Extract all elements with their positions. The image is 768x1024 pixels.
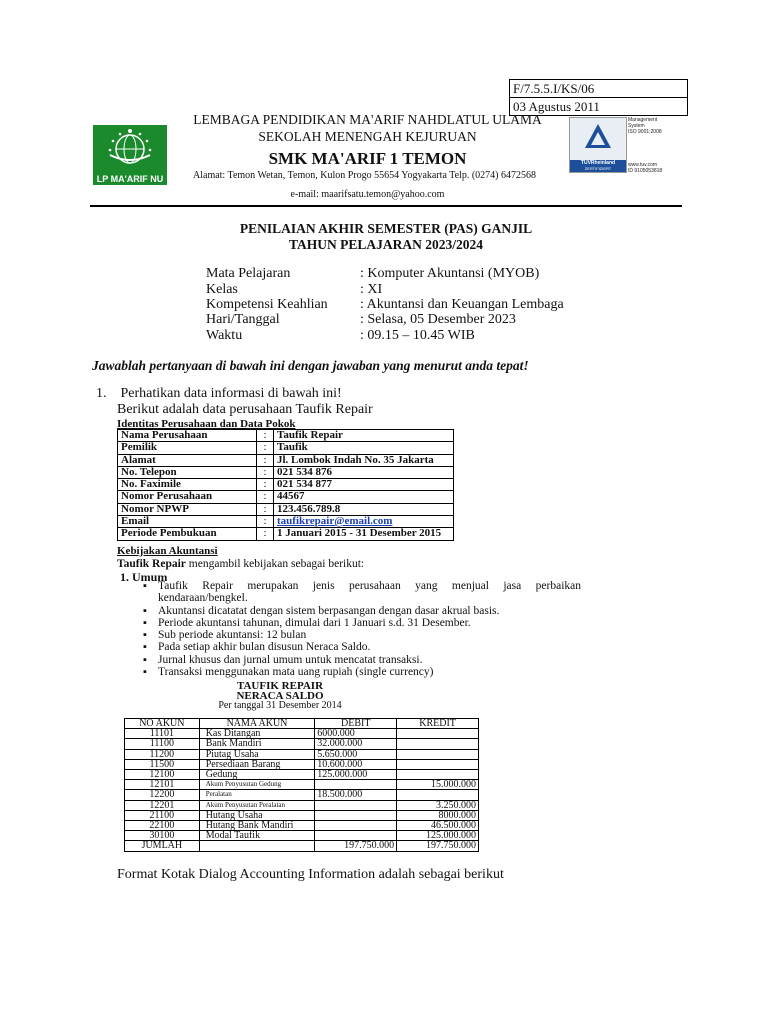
trial-balance-table	[124, 718, 479, 852]
trial-balance-company: TAUFIK REPAIR	[236, 680, 324, 692]
form-code-box	[509, 79, 688, 116]
debit-value	[315, 831, 397, 841]
table-row	[125, 790, 479, 800]
trial-balance-title: NERACA SALDO	[236, 690, 324, 702]
school-name: SMK MA'ARIF 1 TEMON	[268, 149, 467, 168]
lp-maarif-nu-logo	[93, 125, 167, 185]
identity-value: 021 534 877	[274, 479, 454, 491]
table-row	[118, 503, 454, 515]
table-row	[125, 810, 479, 820]
policy-subtitle	[117, 558, 364, 570]
table-row	[125, 821, 479, 831]
instruction: Jawablah pertanyaan di bawah ini dengan jawaban yang menurut anda tepat!	[92, 358, 529, 373]
cert-line: ID 9105053818	[628, 168, 663, 174]
list-item: ▪ Transaksi menggunakan mata uang rupiah (single currency)	[143, 666, 581, 678]
school-address: Alamat: Temon Wetan, Temon, Kulon Progo 55654 Yogyakarta Telp. (0274) 6472568	[193, 170, 536, 181]
table-row	[125, 800, 479, 810]
credit-value: 15.000.000	[397, 780, 479, 790]
exam-year: TAHUN PELAJARAN 2023/2024	[288, 237, 483, 252]
identity-colon: :	[257, 516, 274, 528]
credit-value	[397, 770, 479, 780]
info-label: Hari/Tanggal	[206, 312, 280, 327]
identity-value: Taufik Repair	[274, 430, 454, 442]
total-spacer	[199, 841, 315, 851]
info-label: Kelas	[206, 282, 238, 297]
list-item: ▪ Taufik Repair merupakan jenis perusahaan yang menjual jasa perbaikan kendaraan/bengkel.	[143, 580, 581, 605]
institution-name: LEMBAGA PENDIDIKAN MA'ARIF NAHDLATUL ULAMA	[193, 112, 542, 127]
table-row	[118, 454, 454, 466]
account-number: 12100	[125, 770, 200, 780]
identity-colon: :	[257, 491, 274, 503]
debit-value	[315, 780, 397, 790]
account-number: 11500	[125, 759, 200, 769]
identity-title: Identitas Perusahaan dan Data Pokok	[117, 418, 296, 430]
table-row	[118, 466, 454, 478]
identity-value: 1 Januari 2015 - 31 Desember 2015	[274, 528, 454, 540]
account-number: 12101	[125, 780, 200, 790]
nu-globe-icon	[93, 125, 167, 175]
debit-value	[315, 821, 397, 831]
account-name: Hutang Usaha	[199, 810, 315, 820]
identity-value: Taufik	[274, 442, 454, 454]
total-credit: 197.750.000	[397, 841, 479, 851]
info-label: Kompetensi Keahlian	[206, 297, 328, 312]
col-header-name: NAMA AKUN	[199, 719, 315, 729]
identity-value: 021 534 876	[274, 466, 454, 478]
table-row	[125, 759, 479, 769]
table-row	[125, 749, 479, 759]
identity-colon: :	[257, 442, 274, 454]
cert-line: www.tuv.com	[628, 162, 658, 168]
identity-key: Alamat	[118, 454, 257, 466]
tuv-brand: TÜVRheinland	[570, 160, 626, 166]
form-date: 03 Agustus 2011	[510, 97, 687, 115]
identity-value: Jl. Lombok Indah No. 35 Jakarta	[274, 454, 454, 466]
account-number: 11101	[125, 729, 200, 739]
iso-certification-text	[628, 117, 678, 174]
identity-key: Pemilik	[118, 442, 257, 454]
credit-value	[397, 790, 479, 800]
debit-value: 10.600.000	[315, 759, 397, 769]
credit-value: 3.250.000	[397, 800, 479, 810]
tuv-certified: ZERTIFIZIERT	[570, 166, 626, 172]
info-row-time	[206, 328, 475, 344]
info-value: : XI	[360, 282, 383, 297]
info-row-competency	[206, 297, 564, 313]
info-value: : 09.15 – 10.45 WIB	[360, 328, 475, 343]
total-label: JUMLAH	[125, 841, 200, 851]
col-header-no: NO AKUN	[125, 719, 200, 729]
table-row	[125, 780, 479, 790]
info-value: : Komputer Akuntansi (MYOB)	[360, 266, 540, 281]
identity-colon: :	[257, 454, 274, 466]
list-item: ▪ Akuntansi dicatatat dengan sistem berpasangan dengan dasar akrual basis.	[143, 605, 581, 617]
tuv-certification-logo	[569, 117, 627, 173]
table-row	[125, 831, 479, 841]
info-row-class	[206, 282, 383, 298]
account-number: 21100	[125, 810, 200, 820]
account-number: 11100	[125, 739, 200, 749]
debit-value: 32.000.000	[315, 739, 397, 749]
email-link[interactable]: taufikrepair@email.com	[277, 515, 393, 528]
footer-text: Format Kotak Dialog Accounting Information adalah sebagai berikut	[117, 867, 504, 882]
list-item: ▪ Sub periode akuntansi: 12 bulan	[143, 629, 581, 641]
debit-value: 5.650.000	[315, 749, 397, 759]
table-row	[125, 729, 479, 739]
question-1-line1	[96, 386, 342, 402]
account-name: Modal Taufik	[199, 831, 315, 841]
identity-value-cell	[274, 516, 454, 528]
table-row	[118, 430, 454, 442]
trial-balance-date: Per tanggal 31 Desember 2014	[218, 700, 342, 711]
school-type: SEKOLAH MENENGAH KEJURUAN	[258, 129, 477, 144]
debit-value: 18.500.000	[315, 790, 397, 800]
identity-key: Email	[118, 516, 257, 528]
debit-value: 125.000.000	[315, 770, 397, 780]
list-item: ▪ Jurnal khusus dan jurnal umum untuk mencatat transaksi.	[143, 654, 581, 666]
table-row	[118, 528, 454, 540]
account-number: 12201	[125, 800, 200, 810]
identity-colon: :	[257, 503, 274, 515]
list-item: ▪ Periode akuntansi tahunan, dimulai dari 1 Januari s.d. 31 Desember.	[143, 617, 581, 629]
list-item: ▪ Pada setiap akhir bulan disusun Neraca Saldo.	[143, 641, 581, 653]
identity-key: No. Faximile	[118, 479, 257, 491]
identity-colon: :	[257, 430, 274, 442]
logo-label: LP MA'ARIF NU	[96, 174, 164, 184]
identity-key: No. Telepon	[118, 466, 257, 478]
credit-value	[397, 759, 479, 769]
credit-value	[397, 749, 479, 759]
account-name: Gedung	[199, 770, 315, 780]
info-row-subject	[206, 266, 540, 282]
identity-key: Nomor Perusahaan	[118, 491, 257, 503]
account-name: Bank Mandiri	[199, 739, 315, 749]
account-number: 11200	[125, 749, 200, 759]
table-row	[125, 739, 479, 749]
info-value: : Akuntansi dan Keuangan Lembaga	[360, 297, 564, 312]
identity-key: Periode Pembukuan	[118, 528, 257, 540]
identity-colon: :	[257, 528, 274, 540]
account-name: Kas Ditangan	[199, 729, 315, 739]
school-email: e-mail: maarifsatu.temon@yahoo.com	[290, 189, 445, 200]
cert-line: ISO 9001:2008	[628, 129, 662, 135]
table-row	[118, 479, 454, 491]
table-total-row	[125, 841, 479, 851]
identity-colon: :	[257, 466, 274, 478]
table-row	[118, 442, 454, 454]
account-number: 22100	[125, 821, 200, 831]
cert-line: Management	[628, 117, 658, 123]
company-identity-table	[117, 429, 454, 541]
col-header-debit: DEBIT	[315, 719, 397, 729]
question-number: 1.	[96, 386, 107, 401]
identity-colon: :	[257, 479, 274, 491]
info-row-date	[206, 312, 516, 328]
debit-value: 6000.000	[315, 729, 397, 739]
info-label: Waktu	[206, 328, 243, 343]
col-header-credit: KREDIT	[397, 719, 479, 729]
account-number: 30100	[125, 831, 200, 841]
identity-value: 123.456.789.8	[274, 503, 454, 515]
info-value: : Selasa, 05 Desember 2023	[360, 312, 516, 327]
debit-value	[315, 800, 397, 810]
header-divider	[90, 205, 682, 207]
account-number: 12200	[125, 790, 200, 800]
account-name: Peralatan	[199, 790, 315, 800]
debit-value	[315, 810, 397, 820]
policy-subtitle-text: mengambil kebijakan sebagai berikut:	[185, 558, 365, 570]
account-name: Persediaan Barang	[199, 759, 315, 769]
table-header-row	[125, 719, 479, 729]
cert-line: System	[628, 123, 645, 129]
info-label: Mata Pelajaran	[206, 266, 291, 281]
policy-company: Taufik Repair	[117, 558, 186, 570]
account-name: Akum Penyusutan Peralatan	[199, 800, 315, 810]
identity-key: Nomor NPWP	[118, 503, 257, 515]
form-code: F/7.5.5.I/KS/06	[513, 81, 595, 96]
account-name: Akum Penyusutan Gedung	[199, 780, 315, 790]
credit-value	[397, 729, 479, 739]
credit-value: 8000.000	[397, 810, 479, 820]
question-1-line2: Berikut adalah data perusahaan Taufik Repair	[117, 402, 373, 417]
umum-heading: 1. Umum	[120, 570, 168, 584]
credit-value: 46.500.000	[397, 821, 479, 831]
total-debit: 197.750.000	[315, 841, 397, 851]
identity-value: 44567	[274, 491, 454, 503]
tuv-triangle-icon	[583, 122, 613, 150]
credit-value	[397, 739, 479, 749]
table-row	[118, 516, 454, 528]
table-row	[118, 491, 454, 503]
identity-key: Nama Perusahaan	[118, 430, 257, 442]
account-name: Piutag Usaha	[199, 749, 315, 759]
table-row	[125, 770, 479, 780]
policy-title: Kebijakan Akuntansi	[117, 545, 218, 557]
credit-value: 125.000.000	[397, 831, 479, 841]
policy-list	[143, 580, 581, 678]
exam-title: PENILAIAN AKHIR SEMESTER (PAS) GANJIL	[239, 221, 533, 236]
question-text: Perhatikan data informasi di bawah ini!	[120, 386, 342, 401]
account-name: Hutang Bank Mandiri	[199, 821, 315, 831]
